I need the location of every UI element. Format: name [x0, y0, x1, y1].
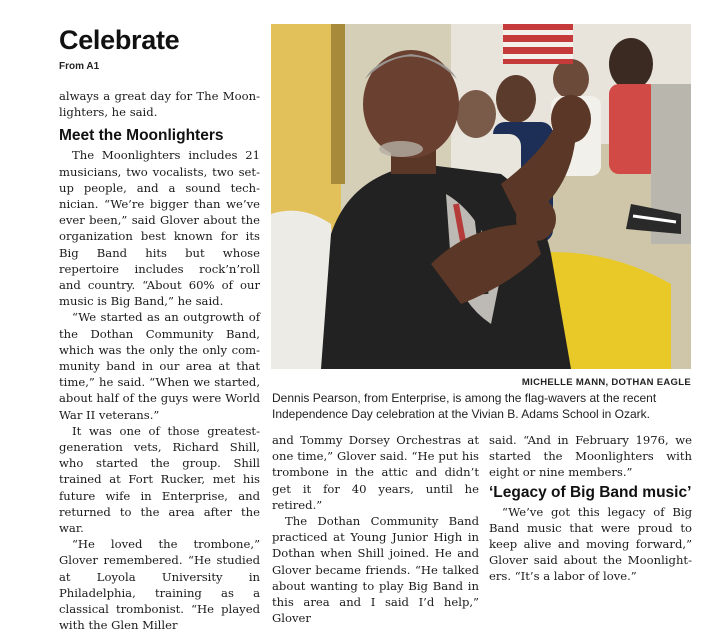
paragraph: and Tommy Dorsey Orchestras at one time,” Glover said. “He put his trombone in the attic and didn’t get it for 40 years, until he retired.”	[272, 433, 479, 512]
news-photo	[271, 24, 691, 369]
paragraph: said. “And in February 1976, we started the Moonlighters with eight or nine members.”	[489, 433, 692, 480]
photo-illustration	[271, 24, 691, 369]
paragraph: always a great day for The Moonlighters, he said.	[59, 89, 260, 120]
paragraph: “He loved the trombone,” Glover remembered. “He studied at Loyola University in Philadelphia, training as a classical trombonist. “He played with the Glen Miller	[59, 537, 260, 633]
paragraph: The Moonlighters includes 21 musicians, two vocalists, two set-up people, and a sound technician. “We’re bigger than we’ve ever been,” said Glover about the organization best known for its Big Band hits but whose repertoire includes rock’n’roll and country. “About 60% of our music is Big Band,” he said.	[59, 148, 260, 309]
article-column-2	[272, 432, 479, 626]
subhead-meet-the-moonlighters: Meet the Moonlighters	[59, 127, 224, 145]
subhead-legacy-of-big-band-music: ‘Legacy of Big Band music’	[489, 483, 692, 501]
headline: Celebrate	[59, 25, 180, 55]
paragraph: “We started as an outgrowth of the Dothan Community Band, which was the only the only community band in our area at that time,” he said. “When we started, about half of the guys were World War II veterans.”	[59, 310, 260, 422]
paragraph: It was one of those greatest-generation vets, Richard Shill, who started the group. Shill trained at Fort Rucker, met his future wife in Enterprise, and returned to the area after the war.	[59, 423, 260, 536]
paragraph: The Dothan Community Band practiced at Young Junior High in Dothan when Shill joined. He and Glover became friends. “He talked about wanting to play Big Band in this area and I said I’d help,” Glover	[272, 514, 479, 626]
photo-credit: MICHELLE MANN, DOTHAN EAGLE	[521, 377, 691, 388]
article-column-1	[59, 88, 260, 634]
paragraph: “We’ve got this legacy of Big Band music that were proud to keep alive and moving forward,” Glover said about the Moonlighters. “It’s a labor of love.”	[489, 504, 692, 584]
jump-line: From A1	[59, 61, 100, 72]
article-column-3	[489, 432, 692, 585]
photo-caption: Dennis Pearson, from Enterprise, is among the flag-wavers at the recent Independence Day celebration at the Vivian B. Adams School in Ozark.	[272, 391, 657, 421]
